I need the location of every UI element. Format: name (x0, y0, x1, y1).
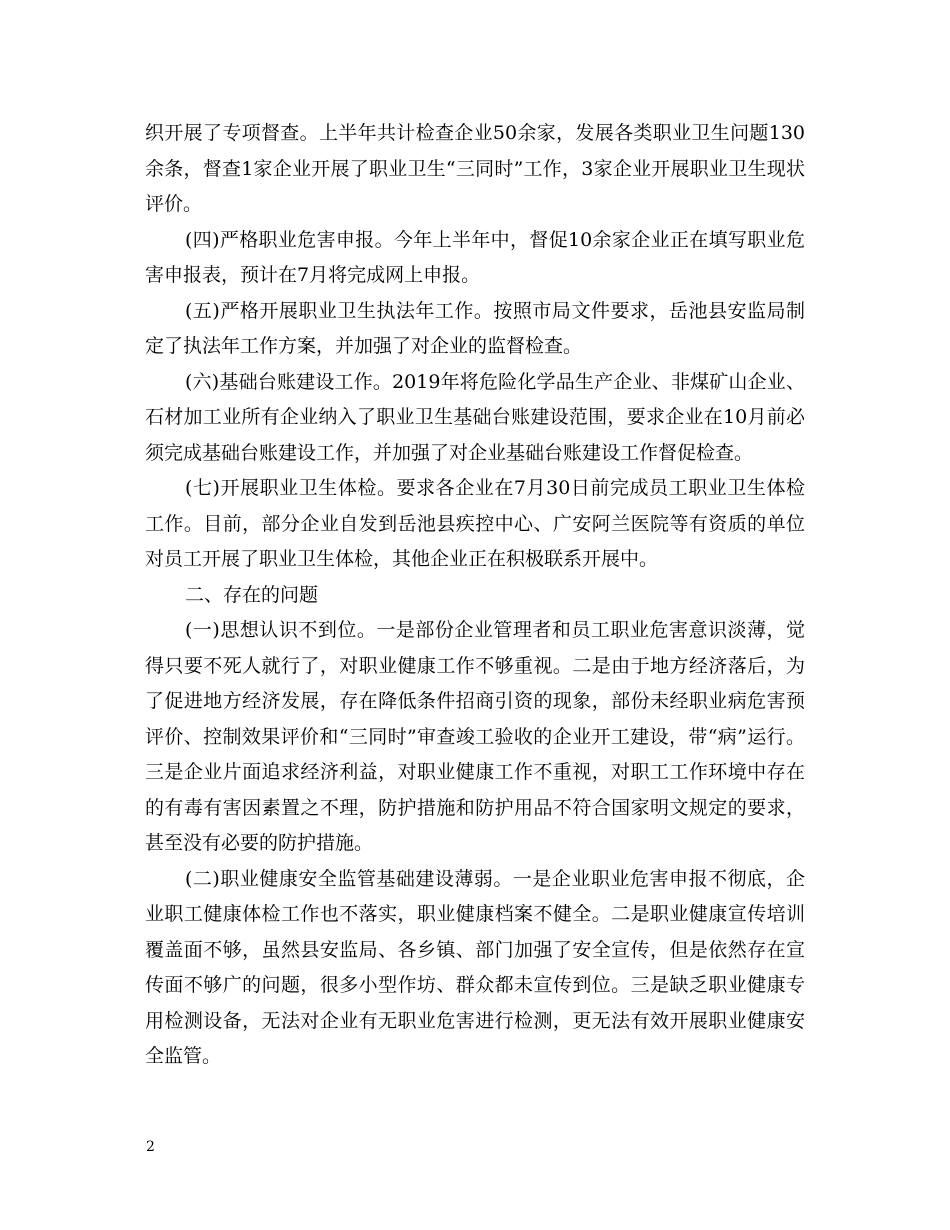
section-heading-problems: 二、存在的问题 (185, 583, 319, 606)
paragraph-health-check: (七)开展职业卫生体检。要求各企业在7月30日前完成员工职业卫生体检工作。目前，部分企业自发到岳池县疾控中心、广安阿兰医院等有资质的单位对员工开展了职业卫生体检，其他企业正在积极联系开展中。 (145, 477, 805, 570)
page-number: 2 (146, 1139, 155, 1155)
paragraph-declaration: (四)严格职业危害申报。今年上半年中，督促10余家企业正在填写职业危害申报表，预计在7月将完成网上申报。 (145, 228, 805, 286)
paragraph-ledger: (六)基础台账建设工作。2019年将危险化学品生产企业、非煤矿山企业、石材加工业所有企业纳入了职业卫生基础台账建设范围，要求企业在10月前必须完成基础台账建设工作，并加强了对企业基础台账建设工作督促检查。 (145, 370, 805, 464)
paragraph-awareness: (一)思想认识不到位。一是部份企业管理者和员工职业危害意识淡薄，觉得只要不死人就行了，对职业健康工作不够重视。二是由于地方经济落后，为了促进地方经济发展，存在降低条件招商引资的现象，部份未经职业病危害预评价、控制效果评价和“三同时”审查竣工验收的企业开工建设，带“病”运行。三是企业片面追求经济利益，对职业健康工作不重视，对职工工作环境中存在的有毒有害因素置之不理，防护措施和防护用品不符合国家明文规定的要求，甚至没有必要的防护措施。 (145, 619, 805, 854)
paragraph-law-enforcement: (五)严格开展职业卫生执法年工作。按照市局文件要求，岳池县安监局制定了执法年工作方案，并加强了对企业的监督检查。 (145, 299, 805, 357)
document-body (145, 116, 805, 1075)
paragraph-continued: 织开展了专项督查。上半年共计检查企业50余家，发展各类职业卫生问题130余条，督查1家企业开展了职业卫生“三同时”工作，3家企业开展职业卫生现状评价。 (145, 122, 805, 215)
paragraph-infrastructure: (二)职业健康安全监管基础建设薄弱。一是企业职业危害申报不彻底，企业职工健康体检工作也不落实，职业健康档案不健全。二是职业健康宣传培训覆盖面不够，虽然县安监局、各乡镇、部门加强了安全宣传，但是依然存在宣传面不够广的问题，很多小型作坊、群众都未宣传到位。三是缺乏职业健康专用检测设备，无法对企业有无职业危害进行检测，更无法有效开展职业健康安全监管。 (145, 867, 805, 1067)
